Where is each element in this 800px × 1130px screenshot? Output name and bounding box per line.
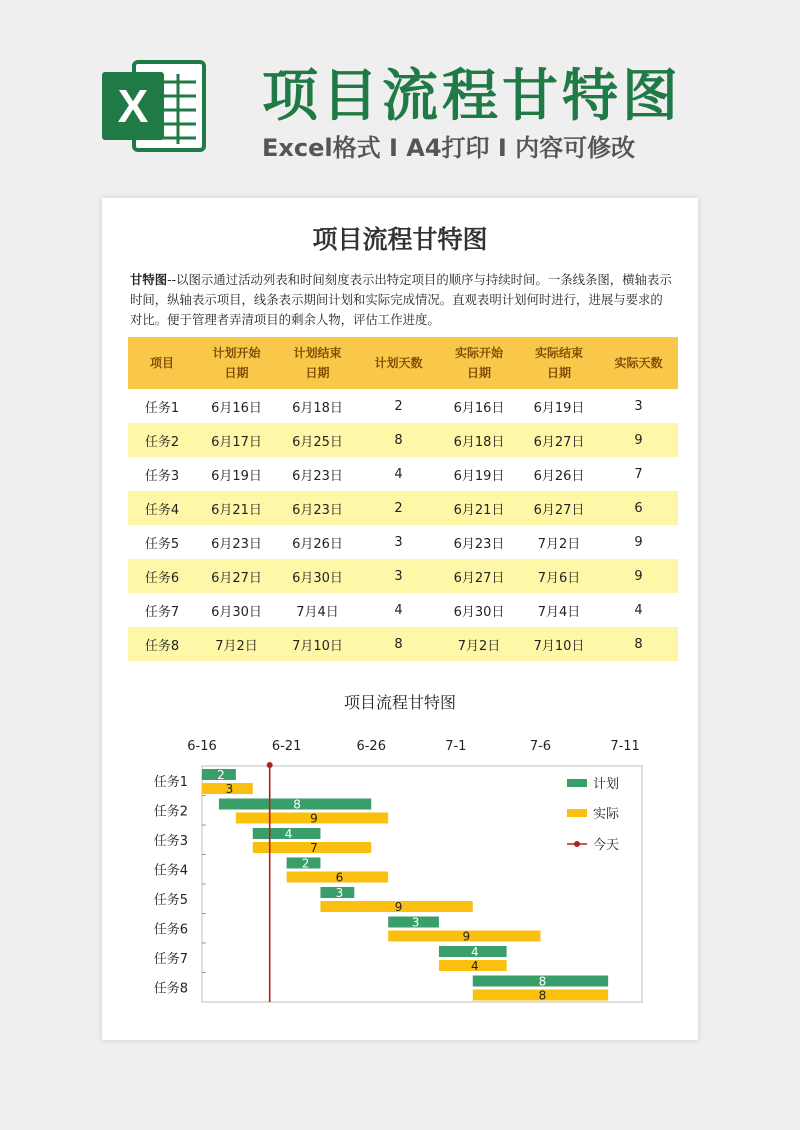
document-page: [102, 198, 698, 1040]
legend-label: 今天: [593, 838, 620, 853]
table-cell: 6月16日: [453, 400, 505, 416]
table-cell: 3: [394, 534, 403, 550]
table-cell: 4: [394, 602, 403, 618]
bar-label: 4: [470, 945, 479, 959]
table-cell: 7月2日: [439, 627, 519, 661]
banner-subtitle: Excel格式 I A4打印 I 内容可修改: [262, 134, 636, 162]
today-marker: [267, 762, 273, 768]
table-cell: 7月4日: [537, 604, 581, 620]
table-cell: 6月26日: [292, 536, 343, 552]
gantt-chart: [102, 680, 698, 1030]
table-cell: 7月2日: [537, 536, 581, 552]
banner: [0, 0, 800, 195]
table-cell: 任务4: [128, 491, 196, 525]
bar-label: 6: [335, 870, 344, 885]
table-cell: 6月21日: [196, 491, 277, 525]
y-category-label: 任务6: [153, 922, 188, 938]
column-header: 实际天数: [599, 337, 678, 389]
table-cell: 任务8: [128, 627, 196, 661]
table-row: [128, 389, 678, 423]
column-header: 项目: [128, 337, 196, 389]
table-cell: 6月19日: [211, 468, 262, 484]
table-cell: 9: [599, 559, 678, 593]
table-row: [128, 627, 678, 661]
x-tick-label: 6-21: [271, 739, 302, 754]
column-header: 计划天数: [358, 337, 439, 389]
table-cell: 9: [634, 534, 643, 550]
table-cell: 6月27日: [519, 423, 599, 457]
table-cell: 8: [599, 627, 678, 661]
bar-label: 2: [217, 768, 225, 782]
table-cell: 8: [358, 423, 439, 457]
table-cell: 2: [358, 491, 439, 525]
table-cell: 6月27日: [519, 491, 599, 525]
x-tick-label: 7-6: [529, 739, 552, 754]
y-category-label: 任务7: [153, 951, 188, 967]
bar-label: 8: [538, 974, 547, 989]
legend-swatch: [567, 809, 587, 817]
table-row: [128, 457, 678, 491]
y-category-label: 任务1: [153, 774, 188, 790]
table-cell: 6月23日: [453, 536, 505, 552]
table-cell: 2: [394, 398, 403, 414]
table-header-row: [128, 337, 678, 389]
table-cell: 6月18日: [439, 423, 519, 457]
table-cell: 6月26日: [533, 468, 585, 484]
table-cell: 6月30日: [211, 604, 262, 620]
table-cell: 任务1: [144, 400, 180, 416]
table-cell: 任务3: [144, 468, 180, 484]
bar-label: 8: [293, 797, 301, 812]
bar-label: 3: [411, 915, 420, 930]
x-tick-label: 7-1: [445, 739, 467, 754]
table-cell: 6月19日: [453, 468, 505, 484]
table-cell: 6月30日: [453, 604, 505, 620]
y-category-label: 任务8: [153, 981, 188, 997]
table-cell: 8: [358, 627, 439, 661]
intro-term: 甘特图: [130, 272, 168, 287]
column-header: 实际开始日期: [439, 337, 519, 389]
table-cell: 4: [394, 466, 403, 482]
table-row: [128, 525, 678, 559]
table-cell: 7: [634, 466, 643, 482]
legend-label: 实际: [593, 807, 620, 822]
legend-swatch: [567, 779, 587, 787]
table-cell: 6月30日: [277, 559, 358, 593]
document-title: 项目流程甘特图: [312, 225, 488, 254]
x-tick-label: 7-11: [610, 739, 640, 754]
table-cell: 6月23日: [211, 536, 262, 552]
bar-label: 3: [335, 886, 344, 900]
table-cell: 7月2日: [196, 627, 277, 661]
table-cell: 6月21日: [439, 491, 519, 525]
table-cell: 任务6: [128, 559, 196, 593]
table-cell: 6月25日: [277, 423, 358, 457]
table-cell: 9: [599, 423, 678, 457]
table-cell: 4: [634, 602, 643, 618]
x-tick-label: 6-26: [356, 739, 386, 754]
table-cell: 7月6日: [519, 559, 599, 593]
bar-label: 9: [310, 811, 318, 826]
bar-label: 4: [470, 959, 479, 973]
table-row: [128, 559, 678, 593]
bar-label: 2: [301, 856, 310, 871]
task-table: [128, 337, 678, 661]
y-category-label: 任务3: [153, 833, 188, 849]
bar-label: 8: [538, 988, 547, 1003]
column-header: 计划结束日期: [277, 337, 358, 389]
bar-label: 9: [462, 929, 471, 944]
table-cell: 任务7: [144, 604, 180, 620]
table-cell: 6月18日: [292, 400, 343, 416]
table-cell: 任务5: [144, 536, 180, 552]
table-cell: 6月23日: [277, 491, 358, 525]
y-category-label: 任务4: [153, 863, 188, 879]
table-cell: 6月27日: [439, 559, 519, 593]
table-row: [128, 491, 678, 525]
bar-label: 7: [310, 841, 318, 855]
table-cell: 6: [599, 491, 678, 525]
legend-label: 计划: [593, 777, 620, 792]
table-cell: 6月19日: [533, 400, 585, 416]
table-cell: 6月16日: [211, 400, 262, 416]
table-row: [128, 423, 678, 457]
table-cell: 7月10日: [519, 627, 599, 661]
y-category-label: 任务2: [153, 804, 188, 820]
table-cell: 任务2: [128, 423, 196, 457]
table-cell: 6月17日: [196, 423, 277, 457]
banner-title: 项目流程甘特图: [262, 64, 682, 129]
chart-title: 项目流程甘特图: [343, 693, 457, 712]
bar-label: 9: [394, 900, 403, 914]
logo-letter: X: [117, 80, 149, 132]
table-cell: 7月10日: [277, 627, 358, 661]
column-header: 计划开始日期: [196, 337, 277, 389]
table-row: [128, 593, 678, 627]
table-cell: 3: [634, 398, 643, 414]
bar-label: 3: [225, 782, 234, 796]
intro-text: --以图示通过活动列表和时间刻度表示出特定项目的顺序与持续时间。一条线条图，横轴表示时间，纵轴表示项目，线条表示期间计划和实际完成情况。直观表明计划何时进行，进展与要求的对比。便于管理者弄清项目的剩余人物，评估工作进度。: [130, 272, 672, 327]
column-header: 实际结束日期: [519, 337, 599, 389]
bar-label: 4: [284, 827, 293, 841]
table-cell: 6月27日: [196, 559, 277, 593]
table-cell: 6月23日: [292, 468, 343, 484]
y-category-label: 任务5: [153, 892, 188, 908]
intro-paragraph: [130, 270, 675, 330]
x-tick-label: 6-16: [187, 739, 217, 754]
table-cell: 7月4日: [296, 604, 339, 620]
excel-logo-icon: [100, 52, 208, 160]
table-cell: 3: [358, 559, 439, 593]
table-body: [128, 389, 678, 661]
legend-today-marker: [574, 841, 580, 847]
